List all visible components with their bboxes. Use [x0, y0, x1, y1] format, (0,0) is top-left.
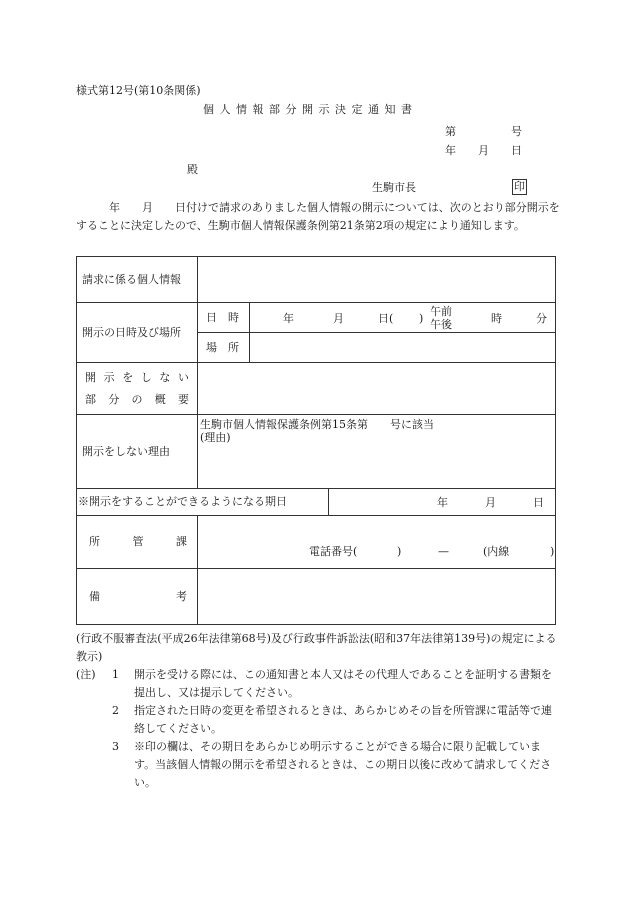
- undisclosed-summary-label-cell: [77, 363, 198, 415]
- disclosure-datetime-place-label: 開示の日時及び場所: [77, 303, 198, 363]
- note-number: 1: [112, 668, 119, 681]
- table-row: [77, 415, 556, 489]
- body-text: 年 月 日付けで請求のありました個人情報の開示については、次のとおり部分開示をすることに決定したので、生駒市個人情報保護条例第21条第2項の規定により通知します。: [76, 201, 560, 232]
- undisclosed-summary-value: [198, 363, 556, 415]
- department-label-cell: [77, 516, 198, 569]
- notes-list: [76, 666, 558, 792]
- note-number: 2: [112, 704, 119, 717]
- extension-label: (内線: [483, 544, 510, 558]
- seal-label: 印: [514, 180, 525, 193]
- datetime-day: 日(: [378, 311, 394, 325]
- datetime-label: 日 時: [198, 303, 250, 333]
- undisclosed-summary-label-b: [85, 393, 189, 406]
- datetime-close: ): [419, 311, 424, 325]
- department-label-char: 管: [132, 535, 144, 549]
- seal-mark: [512, 179, 527, 195]
- undisclosed-summary-label-a-char: 開: [85, 370, 96, 384]
- remarks-label: [89, 590, 187, 603]
- note-number: 3: [112, 740, 119, 753]
- undisclosed-summary-label-a: [85, 371, 189, 384]
- possible-date-day: 日: [533, 495, 544, 509]
- note-item: [76, 738, 558, 792]
- remarks-label-char: 備: [89, 589, 100, 603]
- minute-label: 分: [536, 311, 547, 325]
- datetime-year: 年: [283, 311, 294, 325]
- note-prefix: [76, 738, 106, 792]
- note-text: 開示を受ける際には、この通知書と本人又はその代理人であることを証明する書類を提出し、又は提示してください。: [134, 668, 552, 699]
- possible-date-month: 月: [485, 495, 496, 509]
- nondisclosure-reason-label: 開示をしない理由: [77, 415, 198, 489]
- department-value: [198, 516, 556, 569]
- extension-close: ): [550, 544, 555, 558]
- note-text: ※印の欄は、その期日をあらかじめ明示することができる場合に限り記載しています。当該個人情報の開示を希望されるときは、この期日以後に改めて請求してください。: [134, 740, 552, 789]
- undisclosed-summary-label-a-char: を: [122, 370, 134, 384]
- requested-info-value: [198, 257, 556, 303]
- undisclosed-summary-label-b-char: 要: [178, 393, 189, 406]
- form-table: [76, 256, 556, 625]
- department-label-char: 所: [89, 535, 100, 549]
- place-label: 場 所: [198, 333, 250, 363]
- disclosure-possible-date-value: [329, 489, 556, 516]
- note-prefix: [76, 702, 106, 738]
- note-item: [76, 702, 558, 738]
- table-row: [77, 257, 556, 303]
- datetime-value: [250, 303, 556, 333]
- possible-date-year: 年: [437, 495, 448, 509]
- undisclosed-summary-label-a-char: 示: [103, 370, 115, 384]
- place-value: [250, 333, 556, 363]
- phone-dash: —: [438, 544, 449, 558]
- department-label-char: 課: [176, 535, 187, 549]
- table-row: [77, 569, 556, 625]
- table-row: [77, 516, 556, 569]
- document-date: 年 月 日: [445, 144, 522, 157]
- form-label: 様式第12号(第10条関係): [76, 84, 201, 97]
- nondisclosure-reason-heading: (理由): [200, 431, 231, 445]
- undisclosed-summary-label-a-char: し: [140, 370, 152, 384]
- recipient-suffix: 殿: [187, 163, 198, 176]
- remarks-value: [198, 569, 556, 625]
- datetime-month: 月: [333, 311, 344, 325]
- undisclosed-summary-label-b-char: の: [131, 393, 143, 406]
- table-row: [77, 489, 556, 516]
- phone-close: ): [397, 544, 402, 558]
- table-row: [77, 363, 556, 415]
- nondisclosure-reason-value: [198, 415, 556, 489]
- table-row: [77, 303, 556, 333]
- note-prefix: (注): [76, 668, 96, 681]
- department-label: [89, 535, 187, 548]
- phone-label: 電話番号(: [309, 544, 358, 558]
- hour-label: 時: [491, 311, 502, 325]
- issuer-name: 生駒市長: [372, 181, 416, 194]
- remarks-label-cell: [77, 569, 198, 625]
- undisclosed-summary-label-b-char: 分: [108, 393, 120, 406]
- appeal-text: (行政不服審査法(平成26年法律第68号)及び行政事件訴訟法(昭和37年法律第139号)の規定による教示): [76, 632, 557, 663]
- document-title: 個 人 情 報 部 分 開 示 決 定 通 知 書: [203, 103, 413, 116]
- undisclosed-summary-label-b-char: 概: [154, 393, 166, 406]
- notes-section: [76, 630, 558, 792]
- undisclosed-summary-label-a-char: な: [159, 370, 171, 384]
- undisclosed-summary-label-a-char: い: [177, 370, 189, 384]
- disclosure-possible-date-label: ※開示をすることができるようになる期日: [77, 489, 329, 516]
- nondisclosure-article: 生駒市個人情報保護条例第15条第 号に該当: [200, 418, 434, 431]
- pm-label: 午後: [430, 317, 452, 331]
- am-label: 午前: [430, 304, 452, 318]
- note-text: 指定された日時の変更を希望されるときは、あらかじめその旨を所管課に電話等で連絡してください。: [134, 704, 552, 735]
- note-item: [76, 666, 558, 702]
- remarks-label-char: 考: [176, 589, 187, 603]
- document-number: 第 号: [445, 125, 522, 138]
- requested-info-label: 請求に係る個人情報: [77, 257, 198, 303]
- undisclosed-summary-label-b-char: 部: [85, 393, 96, 406]
